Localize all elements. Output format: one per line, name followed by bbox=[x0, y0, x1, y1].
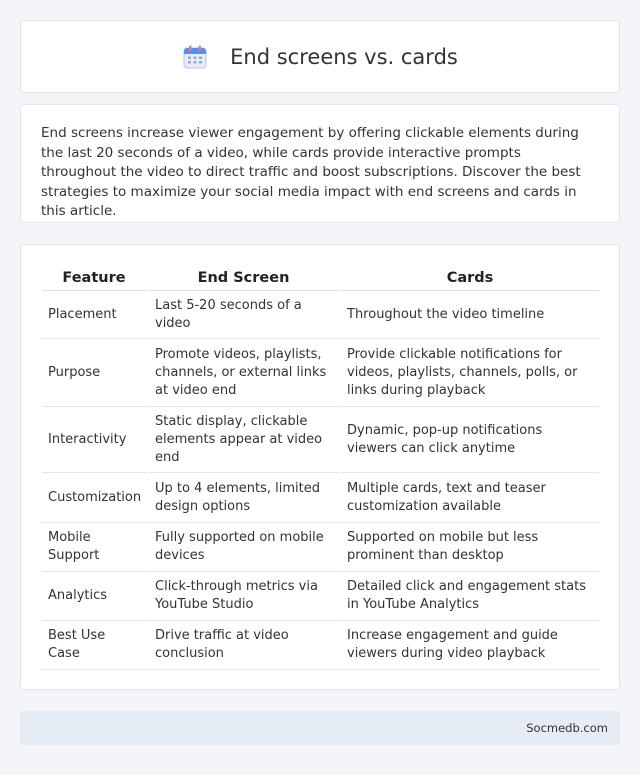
table-header-row bbox=[42, 265, 599, 291]
feature-cell: Analytics bbox=[42, 572, 149, 621]
feature-cell: Customization bbox=[42, 473, 149, 523]
cards-cell: Detailed click and engagement stats in YouTube Analytics bbox=[341, 572, 599, 621]
end-screen-cell: Static display, clickable elements appear at video end bbox=[149, 407, 341, 473]
end-screen-cell: Drive traffic at video conclusion bbox=[149, 621, 341, 670]
header-end-screen: End Screen bbox=[149, 265, 341, 291]
feature-cell: Interactivity bbox=[42, 407, 149, 473]
page-title: End screens vs. cards bbox=[230, 44, 458, 69]
header-cards: Cards bbox=[341, 265, 599, 291]
footer bbox=[20, 711, 620, 745]
table-row bbox=[42, 523, 599, 572]
cards-cell: Dynamic, pop-up notifications viewers can click anytime bbox=[341, 407, 599, 473]
feature-cell: Purpose bbox=[42, 339, 149, 407]
comparison-table bbox=[42, 265, 599, 670]
feature-cell: Placement bbox=[42, 291, 149, 339]
cards-cell: Supported on mobile but less prominent than desktop bbox=[341, 523, 599, 572]
intro-card bbox=[20, 104, 620, 223]
end-screen-cell: Click-through metrics via YouTube Studio bbox=[149, 572, 341, 621]
cards-cell: Increase engagement and guide viewers during video playback bbox=[341, 621, 599, 670]
intro-text: End screens increase viewer engagement by offering clickable elements during the last 20 seconds of a video, while cards provide interactive prompts throughout the video to direct traffic and boost subscriptions. Discover the best strategies to maximize your social media impact with end screens and cards in this article. bbox=[41, 125, 581, 219]
table-row bbox=[42, 621, 599, 670]
table-row bbox=[42, 339, 599, 407]
end-screen-cell: Up to 4 elements, limited design options bbox=[149, 473, 341, 523]
calendar-icon bbox=[182, 44, 208, 70]
end-screen-cell: Promote videos, playlists, channels, or external links at video end bbox=[149, 339, 341, 407]
feature-cell: Best Use Case bbox=[42, 621, 149, 670]
feature-cell: Mobile Support bbox=[42, 523, 149, 572]
cards-cell: Multiple cards, text and teaser customization available bbox=[341, 473, 599, 523]
table-row bbox=[42, 291, 599, 339]
title-card bbox=[20, 20, 620, 93]
table-row bbox=[42, 407, 599, 473]
cards-cell: Throughout the video timeline bbox=[341, 291, 599, 339]
header-feature: Feature bbox=[42, 265, 149, 291]
cards-cell: Provide clickable notifications for videos, playlists, channels, polls, or links during playback bbox=[341, 339, 599, 407]
table-row bbox=[42, 473, 599, 523]
end-screen-cell: Last 5-20 seconds of a video bbox=[149, 291, 341, 339]
end-screen-cell: Fully supported on mobile devices bbox=[149, 523, 341, 572]
footer-site-link[interactable]: Socmedb.com bbox=[526, 721, 608, 735]
table-row bbox=[42, 572, 599, 621]
comparison-table-card bbox=[20, 244, 620, 690]
